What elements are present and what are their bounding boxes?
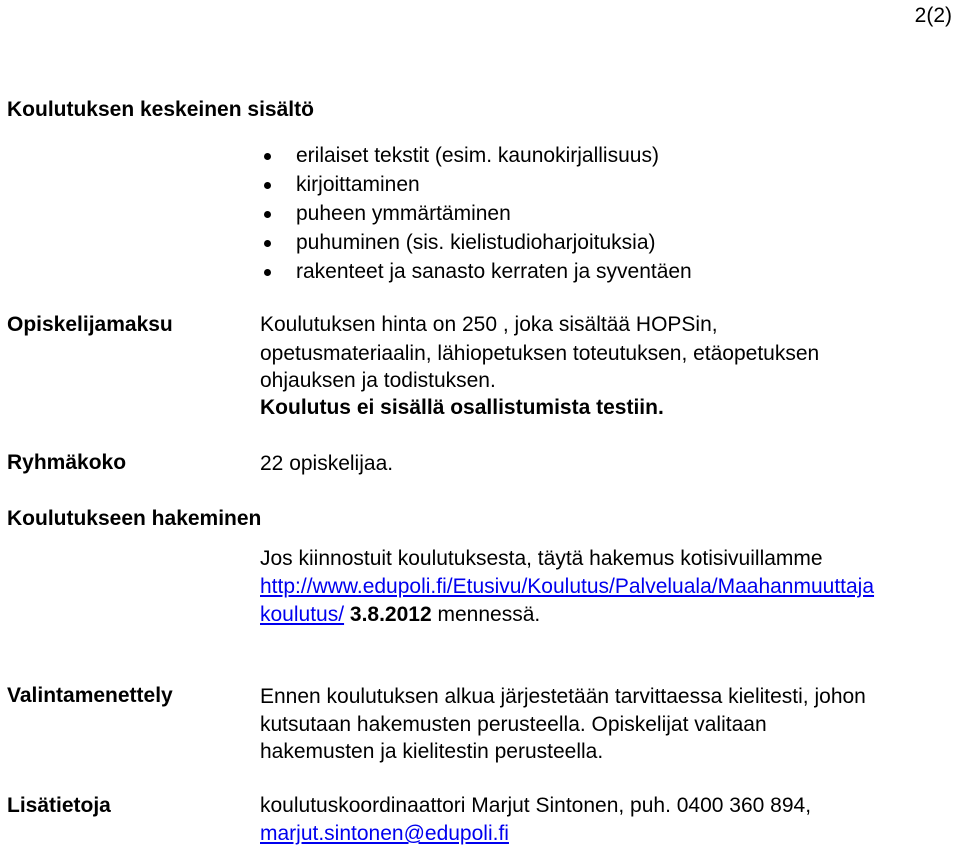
selection-line: Ennen koulutuksen alkua järjestetään tarvittaessa kielitesti, johon [260,685,866,708]
apply-link-continued[interactable]: koulutus/ [260,603,345,626]
list-item: rakenteet ja sanasto kerraten ja syventäen [260,257,692,286]
info-email-line [260,821,509,847]
selection-line: kutsutaan hakemusten perusteella. Opiskelijat valitaan [260,713,767,736]
bullet-icon [264,153,271,160]
info-label: Lisätietoja [7,794,111,817]
page-number: 2(2) [914,4,952,27]
fee-line: ohjauksen ja todistuksen. [260,369,496,392]
bullet-icon [264,269,271,276]
apply-date: 3.8.2012 [349,603,432,626]
fee-line: opetusmateriaalin, lähiopetuksen toteutuksen, etäopetuksen [260,342,820,365]
fee-label: Opiskelijamaksu [7,313,173,336]
bullet-icon [264,182,271,189]
apply-label: Koulutukseen hakeminen [7,507,262,530]
list-item: erilaiset tekstit (esim. kaunokirjallisuus) [260,141,692,170]
selection-line: hakemusten ja kielitestin perusteella. [260,740,604,763]
list-item: puheen ymmärtäminen [260,199,692,228]
fee-line: Koulutuksen hinta on 250 , joka sisältää HOPSin, [260,313,718,336]
selection-label: Valintamenettely [7,684,173,707]
bullet-icon [264,240,271,247]
list-item: puhuminen (sis. kielistudioharjoituksia) [260,228,692,257]
apply-text: Jos kiinnostuit koulutuksesta, täytä hakemus kotisivuillamme [260,547,823,570]
apply-link[interactable]: http://www.edupoli.fi/Etusivu/Koulutus/Palveluala/Maahanmuuttaja [260,575,875,598]
list-item: kirjoittaminen [260,170,692,199]
info-contact: koulutuskoordinaattori Marjut Sintonen, puh. 0400 360 894, [260,794,812,817]
group-value: 22 opiskelijaa. [260,452,394,475]
fee-note: Koulutus ei sisällä osallistumista testiin. [260,396,664,419]
apply-link-line [260,574,874,600]
content-heading: Koulutuksen keskeinen sisältö [7,98,314,121]
group-label: Ryhmäkoko [7,451,127,474]
bullet-icon [264,211,271,218]
apply-suffix: mennessä. [437,603,541,626]
email-link[interactable]: marjut.sintonen@edupoli.fi [260,822,509,845]
apply-deadline-line [260,602,540,628]
content-list [260,141,692,286]
